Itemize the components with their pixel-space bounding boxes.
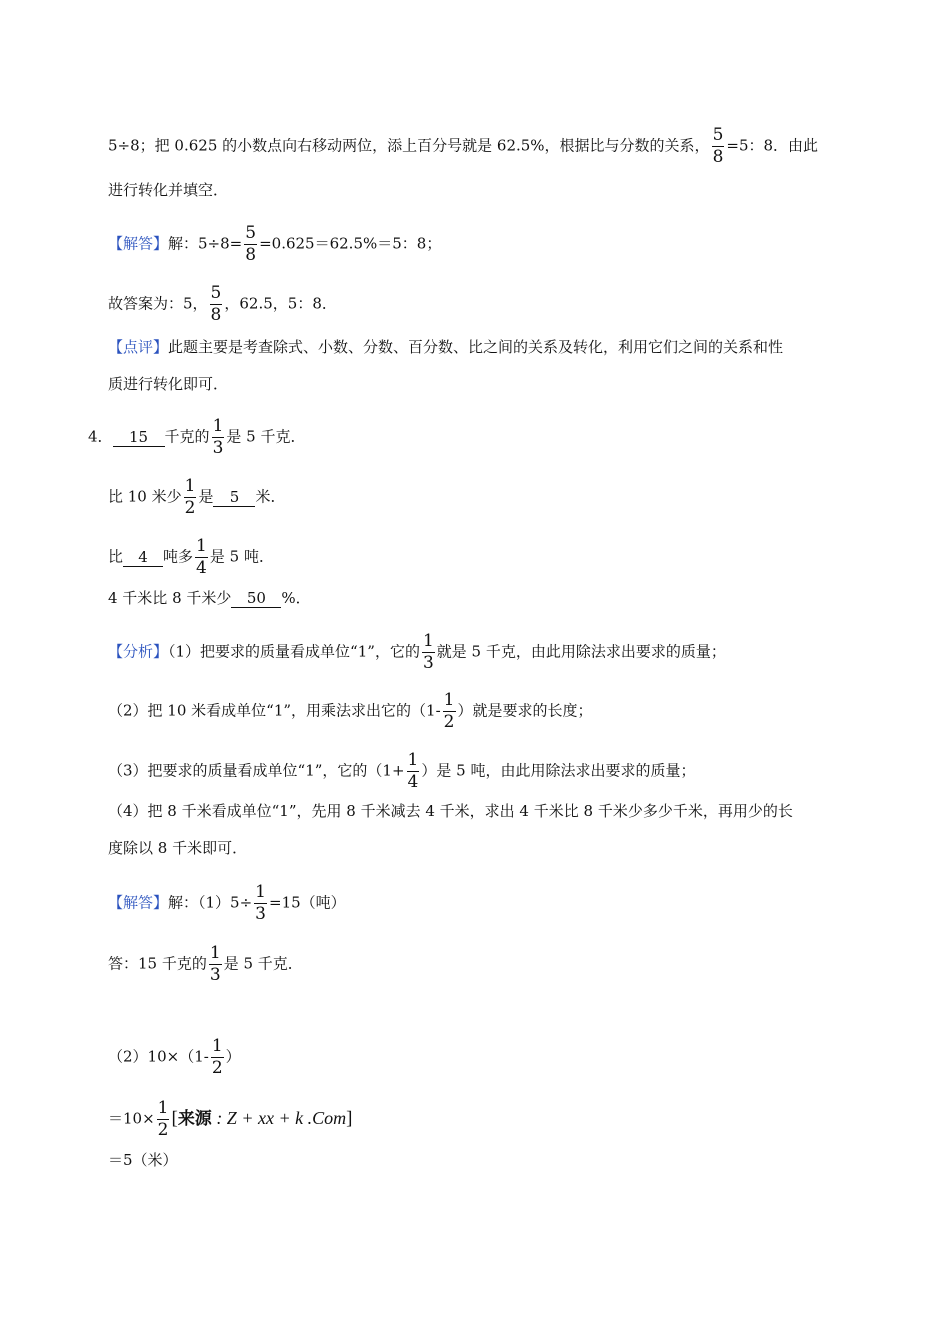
fraction-1-3: $\frac{1}{3}$	[209, 943, 221, 985]
fraction-1-2: $\frac{1}{2}$	[211, 1036, 223, 1078]
blank-50: 50	[231, 589, 281, 608]
fraction-1-2: $\frac{1}{2}$	[443, 690, 455, 732]
fraction-1-4: $\frac{1}{4}$	[196, 536, 207, 578]
question-4-line-3: 比 4 吨多 $\frac{1}{4}$ 是 5 吨．	[108, 536, 274, 578]
blank-15: 15	[113, 428, 165, 447]
answer4-step2-line2: ＝10× $\frac{1}{2}$ [来源 : Z + xx + k .Com]	[108, 1098, 353, 1140]
comment-line-1: 【点评】此题主要是考查除式、小数、分数、百分数、比之间的关系及转化，利用它们之间的关系和性	[108, 338, 784, 356]
question-number: 4．	[88, 427, 113, 446]
answer-tag: 【解答】	[108, 893, 169, 912]
analysis-line-2: 进行转化并填空．	[108, 181, 229, 199]
fraction-1-3: $\frac{1}{3}$	[212, 416, 224, 458]
fraction-5-8: $\frac{5}{8}$	[245, 223, 257, 265]
fraction-1-4: $\frac{1}{4}$	[407, 750, 419, 792]
question-4-line-2: 比 10 米少 $\frac{1}{2}$ 是 5 米．	[108, 476, 286, 518]
answer-tag: 【解答】	[108, 234, 169, 253]
analysis4-p1: 【分析】（1）把要求的质量看成单位“1”，它的 $\frac{1}{3}$ 就是 5 千克，由此用除法求出要求的质量；	[108, 631, 726, 673]
analysis-tag: 【分析】	[108, 642, 169, 661]
fraction-5-8: $\frac{5}{8}$	[712, 125, 724, 167]
fraction-1-2: $\frac{1}{2}$	[184, 476, 196, 518]
answer4-step2-line3: ＝5（米）	[108, 1151, 178, 1169]
fraction-1-3: $\frac{1}{3}$	[422, 631, 434, 673]
fraction-1-3: $\frac{1}{3}$	[255, 882, 266, 924]
answer4-step1: 【解答】解：（1）5÷ $\frac{1}{3}$ =15（吨）	[108, 882, 346, 924]
answer4-step2-line1: （2）10×（1- $\frac{1}{2}$ ）	[108, 1036, 241, 1078]
question-4-line-4: 4 千米比 8 千米少 50 %．	[108, 589, 311, 607]
blank-5: 5	[213, 488, 255, 507]
fraction-5-8: $\frac{5}{8}$	[210, 283, 222, 325]
analysis4-p4-line2: 度除以 8 千米即可．	[108, 839, 248, 857]
comment-line-2: 质进行转化即可．	[108, 375, 229, 393]
fraction-1-2: $\frac{1}{2}$	[157, 1098, 169, 1140]
analysis-line-1: 5÷8；把 0.625 的小数点向右移动两位，添上百分号就是 62.5%，根据比与分数的关系， $\frac{5}{8}$ =5：8．由此	[108, 125, 819, 167]
comment-tag: 【点评】	[108, 338, 169, 356]
source-watermark: [来源 : Z + xx + k .Com]	[171, 1107, 353, 1129]
question-4-line-1: 4． 15 千克的 $\frac{1}{3}$ 是 5 千克．	[88, 416, 306, 458]
answer4-conclusion1: 答：15 千克的 $\frac{1}{3}$ 是 5 千克．	[108, 943, 303, 985]
analysis4-p3: （3）把要求的质量看成单位“1”，它的（1+ $\frac{1}{4}$ ）是 5 吨，由此用除法求出要求的质量；	[108, 750, 696, 792]
answer-line: 【解答】解：5÷8= $\frac{5}{8}$ =0.625＝62.5%＝5：8；	[108, 223, 442, 265]
analysis4-p4-line1: （4）把 8 千米看成单位“1”，先用 8 千米减去 4 千米，求出 4 千米比 8 千米少多少千米，再用少的长	[108, 802, 793, 820]
analysis4-p2: （2）把 10 米看成单位“1”，用乘法求出它的（1- $\frac{1}{2}$ ）就是要求的长度；	[108, 690, 593, 732]
final-answer-line: 故答案为：5， $\frac{5}{8}$ ，62.5，5：8．	[108, 283, 337, 325]
blank-4: 4	[123, 548, 163, 567]
